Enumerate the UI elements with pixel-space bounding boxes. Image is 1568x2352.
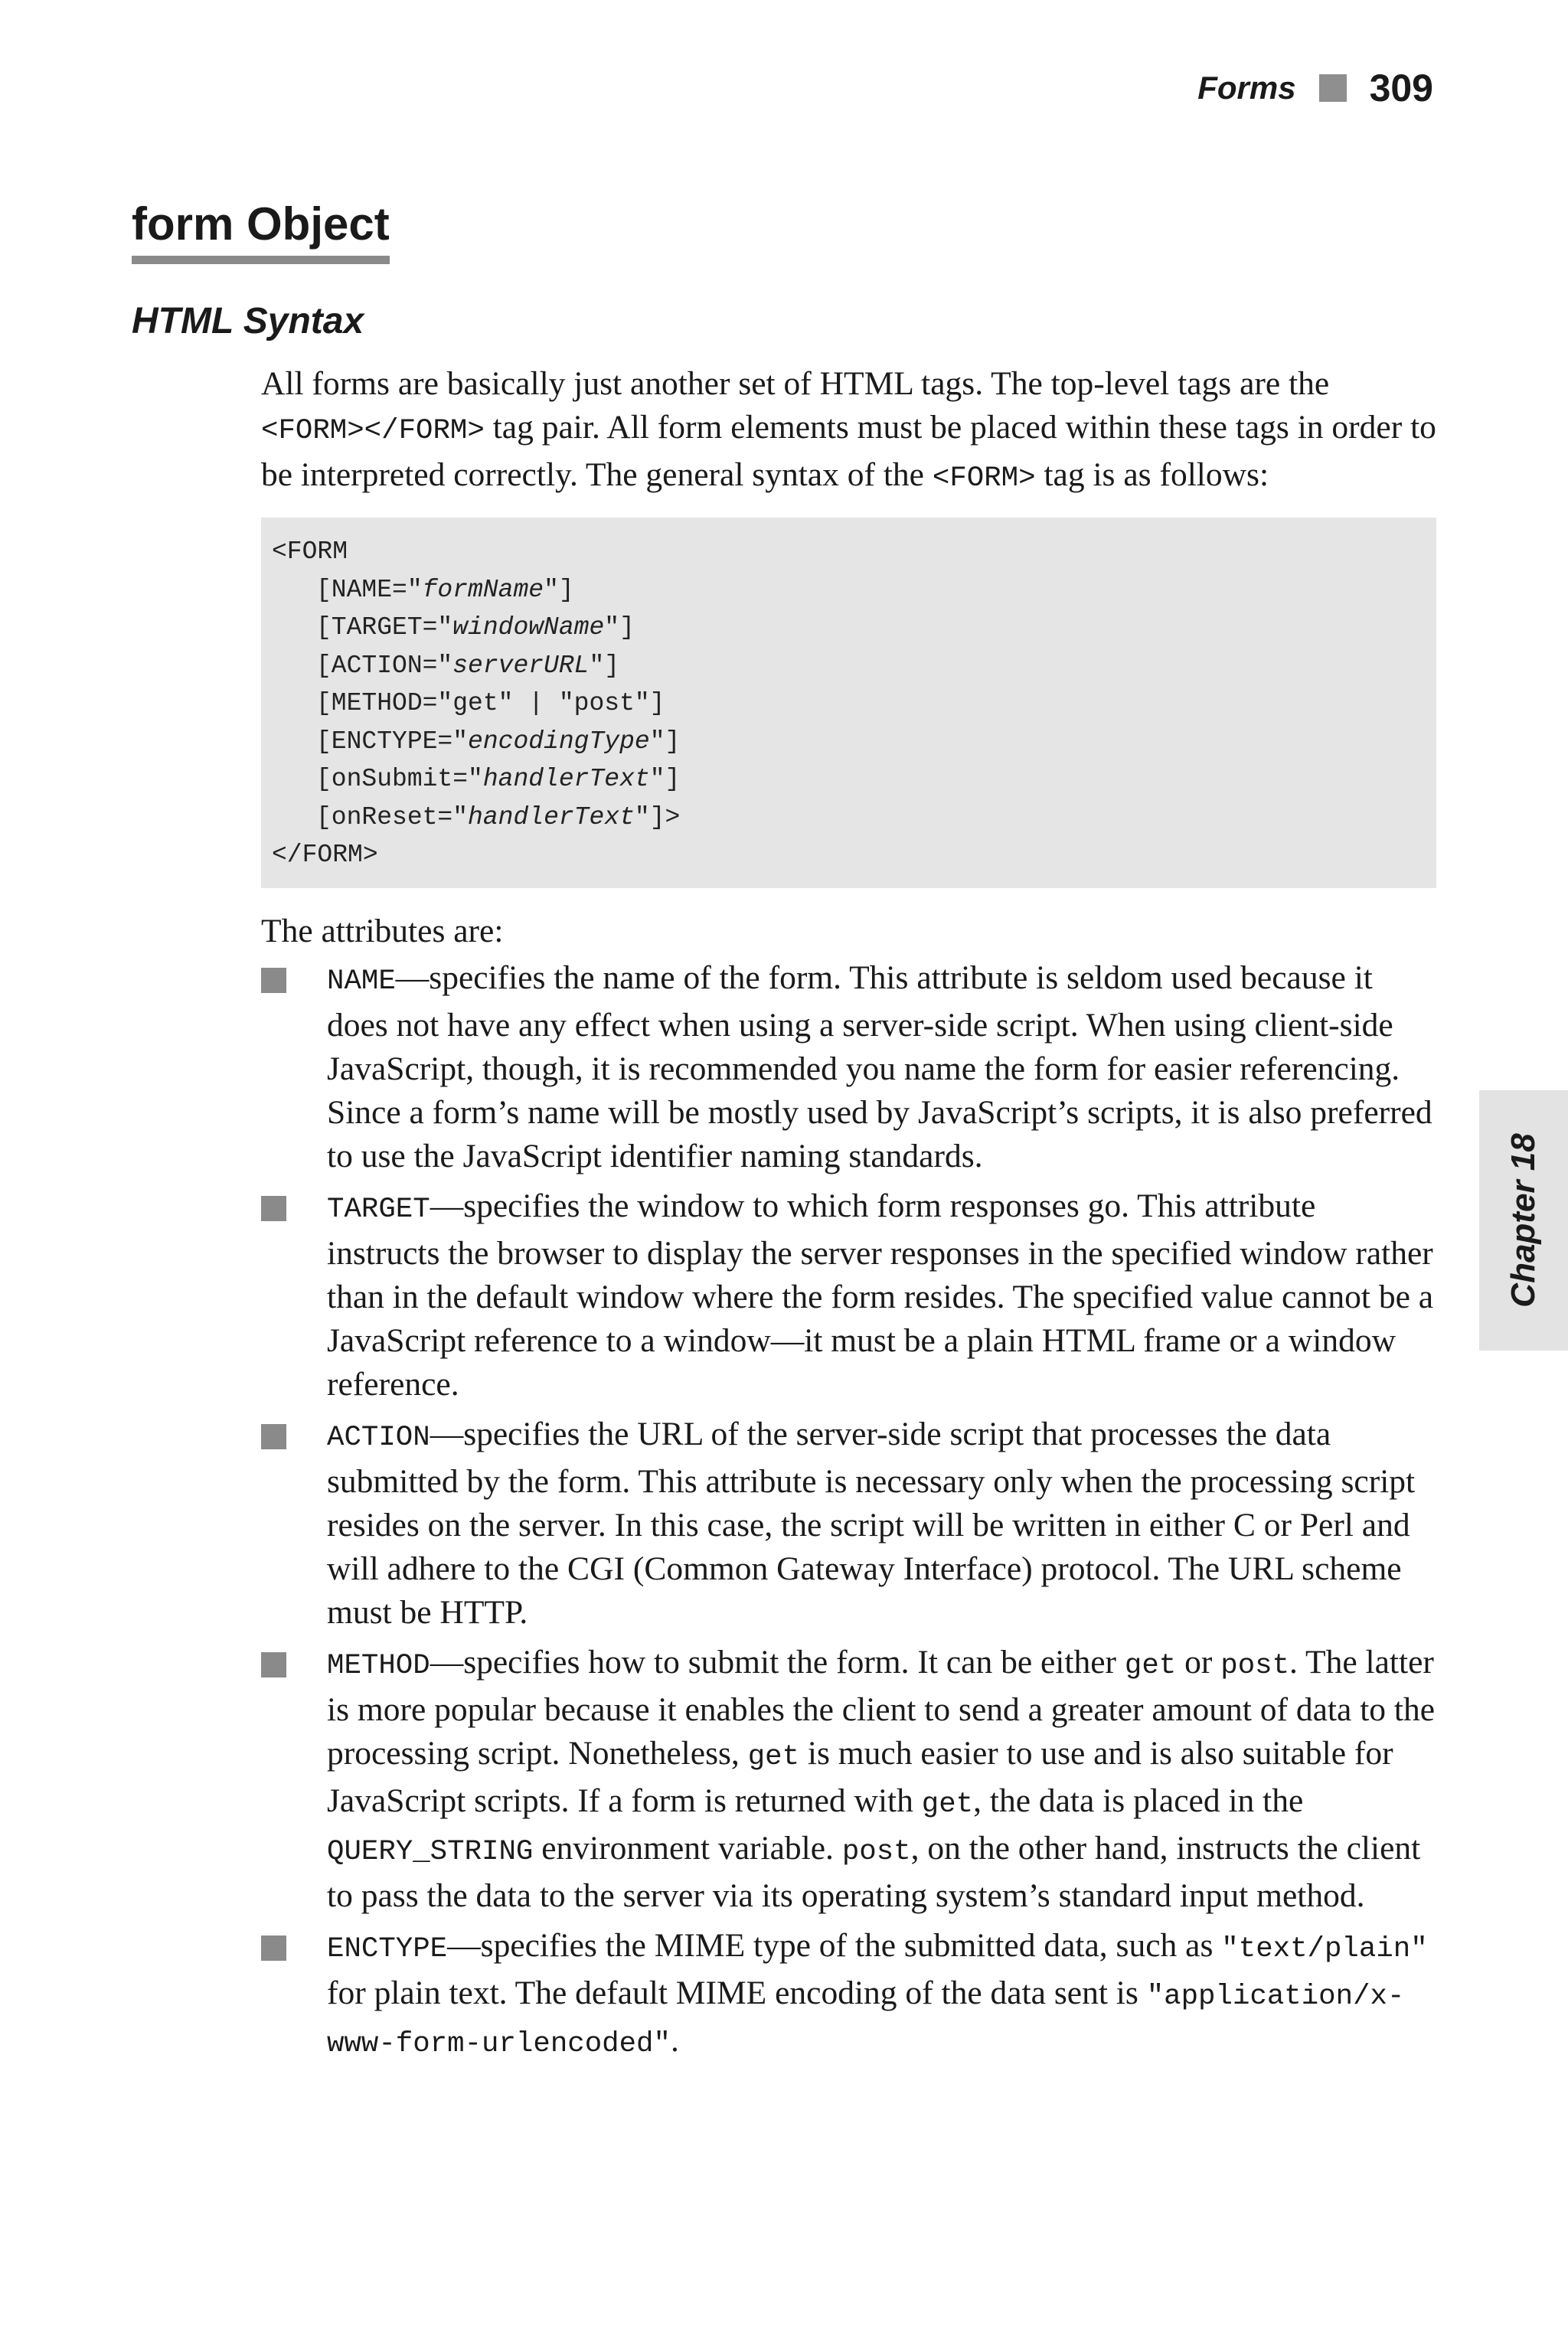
main-content (261, 362, 1436, 2073)
intro-text-3: tag is as follows: (1035, 456, 1269, 493)
list-item-method: METHOD—specifies how to submit the form. It can be either get or post. The latter is more popular because it enables the client to send a greater amount of data to the processing script. Nonetheless, get is much easier to use and is also suitable for JavaScript scripts. If a form is returned with get, the data is placed in the QUERY_STRING environment variable. post, on the other hand, instructs the client to pass the data to the server via its operating system’s standard input method. (261, 1641, 1436, 1918)
running-head-section: Forms (1197, 70, 1296, 106)
page-number: 309 (1369, 67, 1433, 109)
attribute-description: —specifies the name of the form. This attribute is seldom used because it does not have any effect when using a server-side script. When using client-side JavaScript, though, it is recommended you name the form for easier referencing. Since a form’s name will be mostly used by JavaScript’s scripts, it is also preferred to use the JavaScript identifier naming standards. (327, 959, 1432, 1174)
bullet-square-icon (261, 1936, 286, 1961)
bullet-square-icon (261, 968, 286, 993)
running-head-square-icon (1319, 74, 1347, 102)
attribute-list (261, 956, 1436, 2066)
attributes-intro: The attributes are: (261, 912, 504, 949)
intro-paragraph (261, 362, 1436, 501)
list-item-enctype: ENCTYPE—specifies the MIME type of the submitted data, such as "text/plain" for plain text. The default MIME encoding of the data sent is "application/x-www-form-urlencoded". (261, 1924, 1436, 2066)
list-item-target (261, 1184, 1436, 1406)
bullet-square-icon (261, 1424, 286, 1449)
code-line-7: [onSubmit="handlerText"] (316, 765, 681, 793)
attribute-term: TARGET (327, 1193, 430, 1226)
syntax-code-block (261, 518, 1436, 888)
intro-text-1: All forms are basically just another set of HTML tags. The top-level tags are the (261, 365, 1330, 402)
code-line-8: [onReset="handlerText"]> (316, 802, 681, 831)
code-line-9: </FORM> (272, 841, 378, 869)
running-head (1197, 66, 1433, 110)
attribute-term: NAME (327, 965, 396, 998)
code-line-6: [ENCTYPE="encodingType"] (316, 727, 681, 756)
attribute-description: —specifies the window to which form responses go. This attribute instructs the browser to display the server responses in the specified window rather than in the default window where the form resides. The specified value cannot be a JavaScript reference to a window—it must be a plain HTML frame or a window reference. (327, 1187, 1434, 1403)
list-item-action (261, 1413, 1436, 1635)
chapter-tab-label: Chapter 18 (1504, 1133, 1542, 1308)
code-line-2: [NAME="formName"] (316, 575, 574, 604)
intro-text-2: tag pair. All form elements must be placed within these tags in order to be interpreted correctly. The general syntax of the (261, 409, 1436, 493)
list-item-name (261, 956, 1436, 1178)
subsection-title: HTML Syntax (132, 301, 364, 341)
intro-code-form-pair: <FORM></FORM> (261, 415, 485, 447)
section-title: form Object (132, 198, 390, 264)
attribute-term: METHOD (327, 1649, 430, 1682)
code-line-3: [TARGET="windowName"] (316, 613, 635, 642)
bullet-square-icon (261, 1196, 286, 1221)
attribute-description: —specifies the URL of the server-side script that processes the data submitted by the form. This attribute is necessary only when the processing script resides on the server. In this case, the script will be written in either C or Perl and will adhere to the CGI (Common Gateway Interface) protocol. The URL scheme must be HTTP. (327, 1415, 1416, 1631)
attribute-term: ENCTYPE (327, 1932, 448, 1965)
bullet-square-icon (261, 1652, 286, 1677)
attribute-term: ACTION (327, 1421, 430, 1454)
chapter-tab (1479, 1090, 1568, 1351)
intro-code-form-tag: <FORM> (932, 462, 1036, 495)
code-line-1: <FORM (272, 537, 348, 566)
code-line-4: [ACTION="serverURL"] (316, 651, 620, 680)
code-line-5: [METHOD="get" | "post"] (316, 689, 665, 717)
